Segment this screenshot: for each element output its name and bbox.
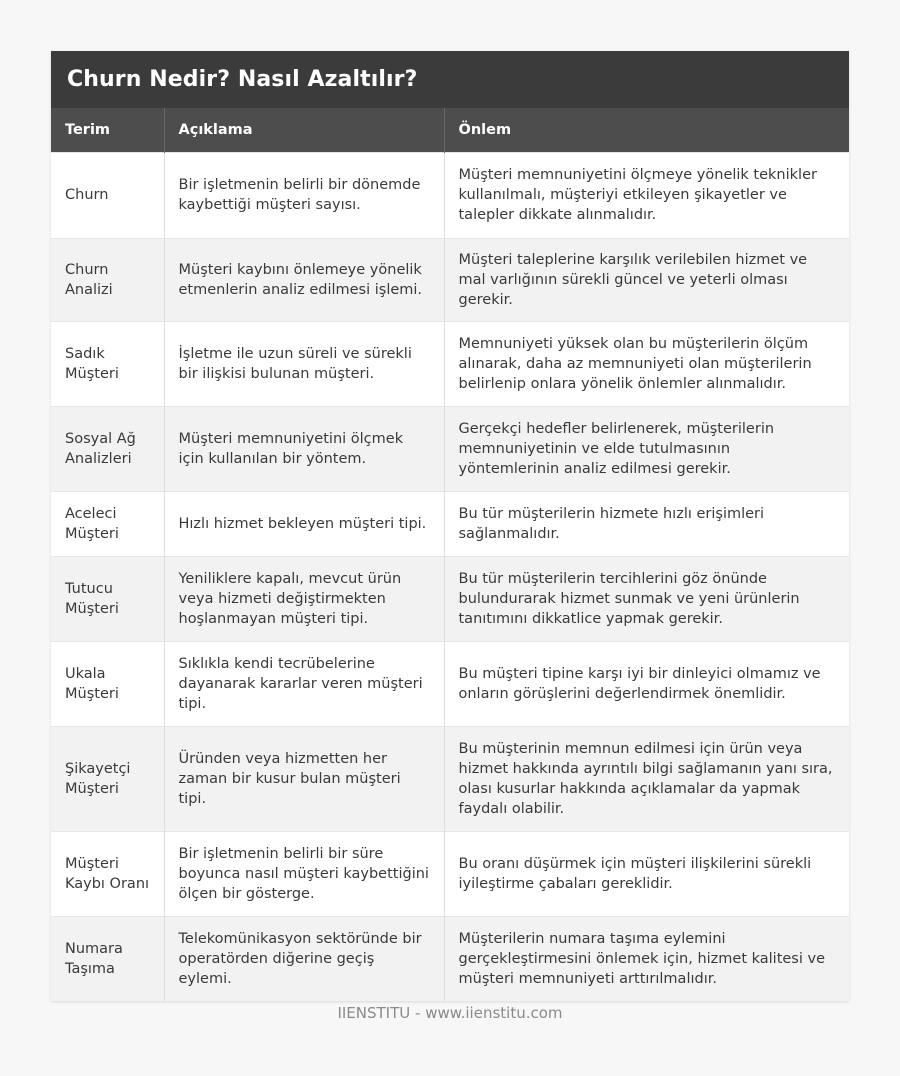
term-cell: Tutucu Müşteri xyxy=(51,556,164,641)
column-header-measure: Önlem xyxy=(444,108,849,152)
description-cell: İşletme ile uzun süreli ve sürekli bir ilişkisi bulunan müşteri. xyxy=(164,321,444,406)
table-row xyxy=(51,556,849,641)
term-cell: Churn xyxy=(51,152,164,238)
column-header-description: Açıklama xyxy=(164,108,444,152)
measure-cell: Bu tür müşterilerin hizmete hızlı erişimleri sağlanmalıdır. xyxy=(444,491,849,556)
churn-table xyxy=(51,108,849,1001)
description-cell: Yeniliklere kapalı, mevcut ürün veya hizmeti değiştirmekten hoşlanmayan müşteri tipi. xyxy=(164,556,444,641)
term-cell: Şikayetçi Müşteri xyxy=(51,726,164,831)
description-cell: Sıklıkla kendi tecrübelerine dayanarak kararlar veren müşteri tipi. xyxy=(164,641,444,726)
footer-credit: IIENSTITU - www.iienstitu.com xyxy=(337,1004,563,1022)
measure-cell: Bu müşteri tipine karşı iyi bir dinleyici olmamız ve onların görüşlerini değerlendirmek önemlidir. xyxy=(444,641,849,726)
term-cell: Sosyal Ağ Analizleri xyxy=(51,406,164,491)
table-row xyxy=(51,831,849,916)
table-row xyxy=(51,238,849,321)
description-cell: Telekomünikasyon sektöründe bir operatörden diğerine geçiş eylemi. xyxy=(164,916,444,1001)
term-cell: Ukala Müşteri xyxy=(51,641,164,726)
measure-cell: Gerçekçi hedefler belirlenerek, müşterilerin memnuniyetinin ve elde tutulmasının yöntemlerinin analiz edilmesi gerekir. xyxy=(444,406,849,491)
term-cell: Sadık Müşteri xyxy=(51,321,164,406)
term-cell: Churn Analizi xyxy=(51,238,164,321)
measure-cell: Bu oranı düşürmek için müşteri ilişkilerini sürekli iyileştirme çabaları gereklidir. xyxy=(444,831,849,916)
title-bar xyxy=(51,51,849,108)
table-header-row xyxy=(51,108,849,152)
table-row xyxy=(51,321,849,406)
measure-cell: Memnuniyeti yüksek olan bu müşterilerin ölçüm alınarak, daha az memnuniyeti olan müşterilerin belirlenip onlara yönelik önlemler alınmalıdır. xyxy=(444,321,849,406)
column-header-term: Terim xyxy=(51,108,164,152)
measure-cell: Müşteri taleplerine karşılık verilebilen hizmet ve mal varlığının sürekli güncel ve yeterli olması gerekir. xyxy=(444,238,849,321)
measure-cell: Müşteri memnuniyetini ölçmeye yönelik teknikler kullanılmalı, müşteriyi etkileyen şikayetler ve talepler dikkate alınmalıdır. xyxy=(444,152,849,238)
table-row xyxy=(51,152,849,238)
table-row xyxy=(51,726,849,831)
description-cell: Üründen veya hizmetten her zaman bir kusur bulan müşteri tipi. xyxy=(164,726,444,831)
description-cell: Hızlı hizmet bekleyen müşteri tipi. xyxy=(164,491,444,556)
term-cell: Müşteri Kaybı Oranı xyxy=(51,831,164,916)
table-row xyxy=(51,406,849,491)
term-cell: Aceleci Müşteri xyxy=(51,491,164,556)
table-row xyxy=(51,491,849,556)
table-row xyxy=(51,916,849,1001)
description-cell: Müşteri memnuniyetini ölçmek için kullanılan bir yöntem. xyxy=(164,406,444,491)
measure-cell: Müşterilerin numara taşıma eylemini gerçekleştirmesini önlemek için, hizmet kalitesi ve müşteri memnuniyeti arttırılmalıdır. xyxy=(444,916,849,1001)
description-cell: Bir işletmenin belirli bir dönemde kaybettiği müşteri sayısı. xyxy=(164,152,444,238)
measure-cell: Bu tür müşterilerin tercihlerini göz önünde bulundurarak hizmet sunmak ve yeni ürünlerin tanıtımını dikkatlice yapmak gerekir. xyxy=(444,556,849,641)
table-row xyxy=(51,641,849,726)
description-cell: Bir işletmenin belirli bir süre boyunca nasıl müşteri kaybettiğini ölçen bir gösterge. xyxy=(164,831,444,916)
measure-cell: Bu müşterinin memnun edilmesi için ürün veya hizmet hakkında ayrıntılı bilgi sağlamanın yanı sıra, olası kusurlar hakkında açıklamalar da yapmak faydalı olabilir. xyxy=(444,726,849,831)
description-cell: Müşteri kaybını önlemeye yönelik etmenlerin analiz edilmesi işlemi. xyxy=(164,238,444,321)
page-title: Churn Nedir? Nasıl Azaltılır? xyxy=(67,67,418,92)
term-cell: Numara Taşıma xyxy=(51,916,164,1001)
table-card xyxy=(51,51,849,1001)
